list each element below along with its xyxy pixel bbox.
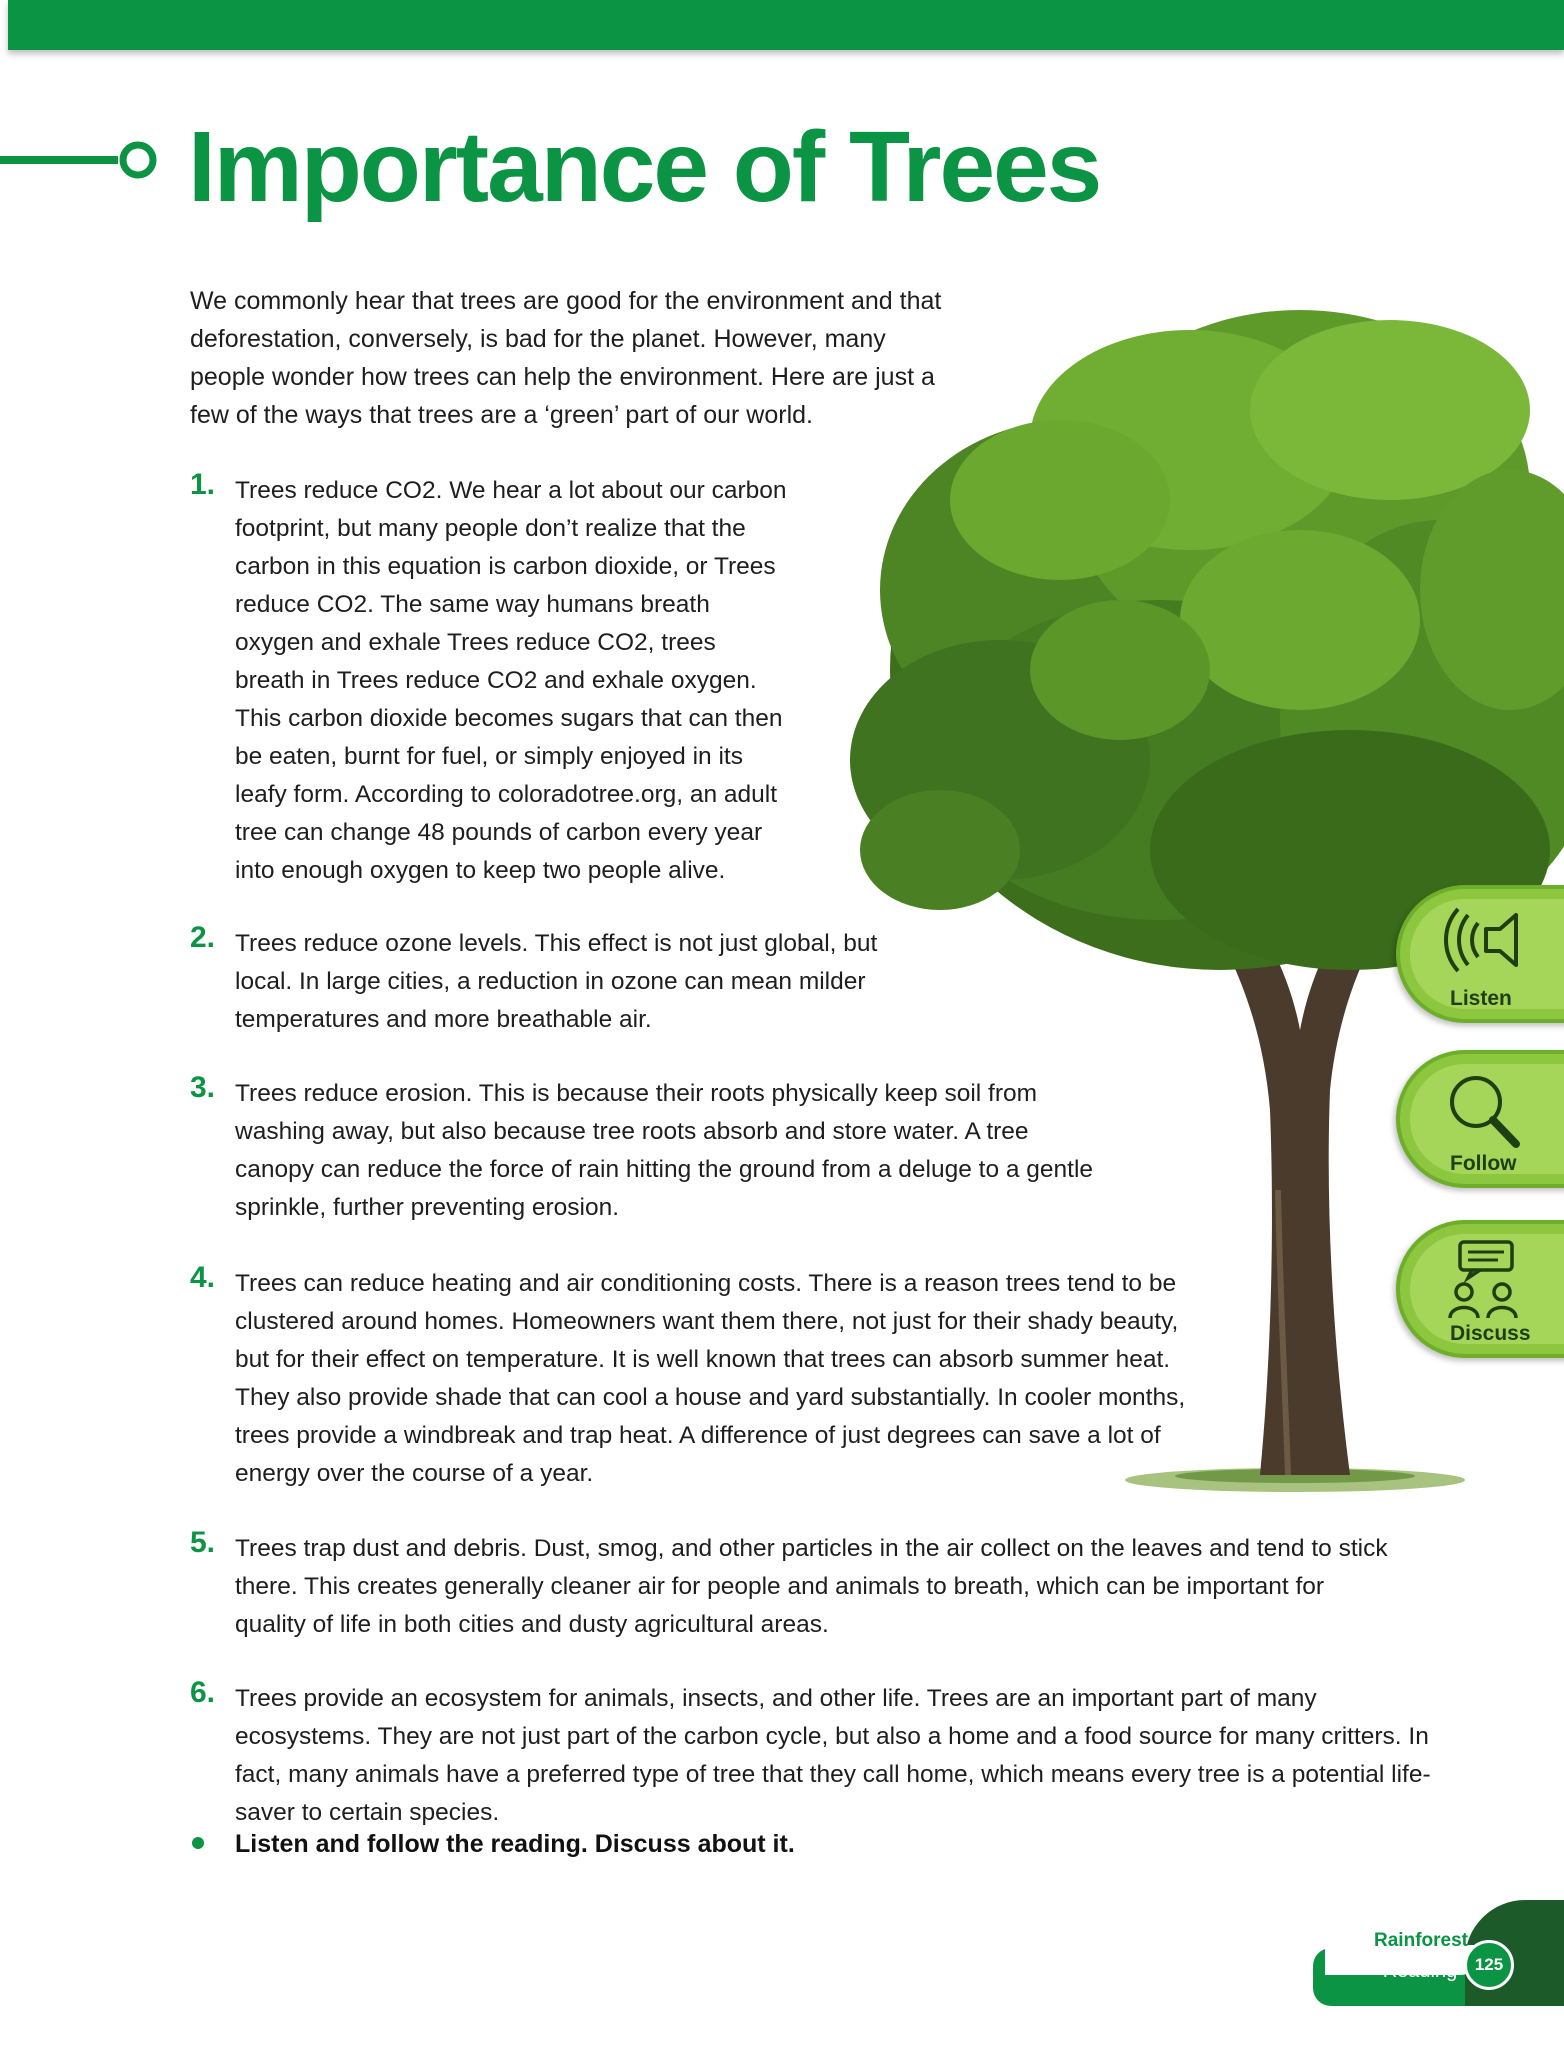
list-item bbox=[190, 921, 890, 1039]
discuss-label: Discuss bbox=[1450, 1322, 1531, 1345]
item-text: Trees reduce CO2. We hear a lot about our carbon footprint, but many people don’t realize that the carbon in this equation is carbon dioxide, or Trees reduce CO2. The same way humans breath oxygen and exhale Trees reduce CO2, trees breath in Trees reduce CO2 and exhale oxygen. This carbon dioxide becomes sugars that can then be eaten, burnt for fuel, or simply enjoyed in its leafy form. According to coloradotree.org, an adult tree can change 48 pounds of carbon every year into enough oxygen to keep two people alive. bbox=[235, 477, 787, 884]
item-number: 4. bbox=[190, 1261, 216, 1294]
title-connector-icon bbox=[0, 140, 180, 180]
item-number: 1. bbox=[190, 468, 216, 501]
listen-tab[interactable] bbox=[1396, 885, 1564, 1023]
follow-tab[interactable] bbox=[1396, 1050, 1564, 1188]
people-chat-icon bbox=[1438, 1240, 1528, 1320]
bullet-icon bbox=[192, 1837, 204, 1849]
follow-label: Follow bbox=[1450, 1152, 1517, 1175]
list-item bbox=[190, 1526, 1390, 1644]
item-text: Trees reduce ozone levels. This effect is not just global, but local. In large cities, a reduction in ozone can mean milder temperatures and more breathable air. bbox=[235, 930, 878, 1033]
footer-section: Rainforest bbox=[1374, 1930, 1468, 1951]
page-number: 125 bbox=[1464, 1940, 1514, 1990]
closing-instruction bbox=[190, 1825, 795, 1863]
speaker-icon bbox=[1438, 905, 1528, 975]
list-item bbox=[190, 1261, 1190, 1493]
list-item bbox=[190, 1071, 1110, 1227]
page-title: Importance of Trees bbox=[188, 111, 1101, 223]
item-number: 2. bbox=[190, 921, 216, 954]
magnifier-icon bbox=[1438, 1070, 1528, 1150]
discuss-tab[interactable] bbox=[1396, 1220, 1564, 1358]
item-number: 6. bbox=[190, 1676, 216, 1709]
list-item bbox=[190, 468, 790, 890]
top-banner bbox=[8, 0, 1564, 50]
closing-text: Listen and follow the reading. Discuss about it. bbox=[235, 1830, 795, 1858]
item-text: Trees provide an ecosystem for animals, insects, and other life. Trees are an important part of many ecosystems. They are not just part of the carbon cycle, but also a home and a food source for many critters. In fact, many animals have a preferred type of tree that they call home, which means every tree is a potential life-saver to certain species. bbox=[235, 1685, 1431, 1826]
item-text: Trees can reduce heating and air conditioning costs. There is a reason trees tend to be clustered around homes. Homeowners want them there, not just for their shady beauty, but for their effect on temperature. It is well known that trees can absorb summer heat. They also provide shade that can cool a house and yard substantially. In cooler months, trees provide a windbreak and trap heat. A difference of just degrees can save a lot of energy over the course of a year. bbox=[235, 1270, 1186, 1487]
item-text: Trees trap dust and debris. Dust, smog, and other particles in the air collect on the leaves and tend to stick there. This creates generally cleaner air for people and animals to breath, which can be important for quality of life in both cities and dusty agricultural areas. bbox=[235, 1535, 1388, 1638]
footer-subsection: Reading bbox=[1382, 1960, 1458, 1982]
item-number: 5. bbox=[190, 1526, 216, 1559]
item-text: Trees reduce erosion. This is because their roots physically keep soil from washing away, but also because tree roots absorb and store water. A tree canopy can reduce the force of rain hitting the ground from a deluge to a gentle sprinkle, further preventing erosion. bbox=[235, 1080, 1094, 1221]
intro-paragraph: We commonly hear that trees are good for the environment and that deforestation, conversely, is bad for the planet. However, many people wonder how trees can help the environment. Here are just a few of the ways that trees are a ‘green’ part of our world. bbox=[190, 287, 942, 429]
list-item bbox=[190, 1676, 1440, 1832]
listen-label: Listen bbox=[1450, 987, 1512, 1010]
item-number: 3. bbox=[190, 1071, 216, 1104]
